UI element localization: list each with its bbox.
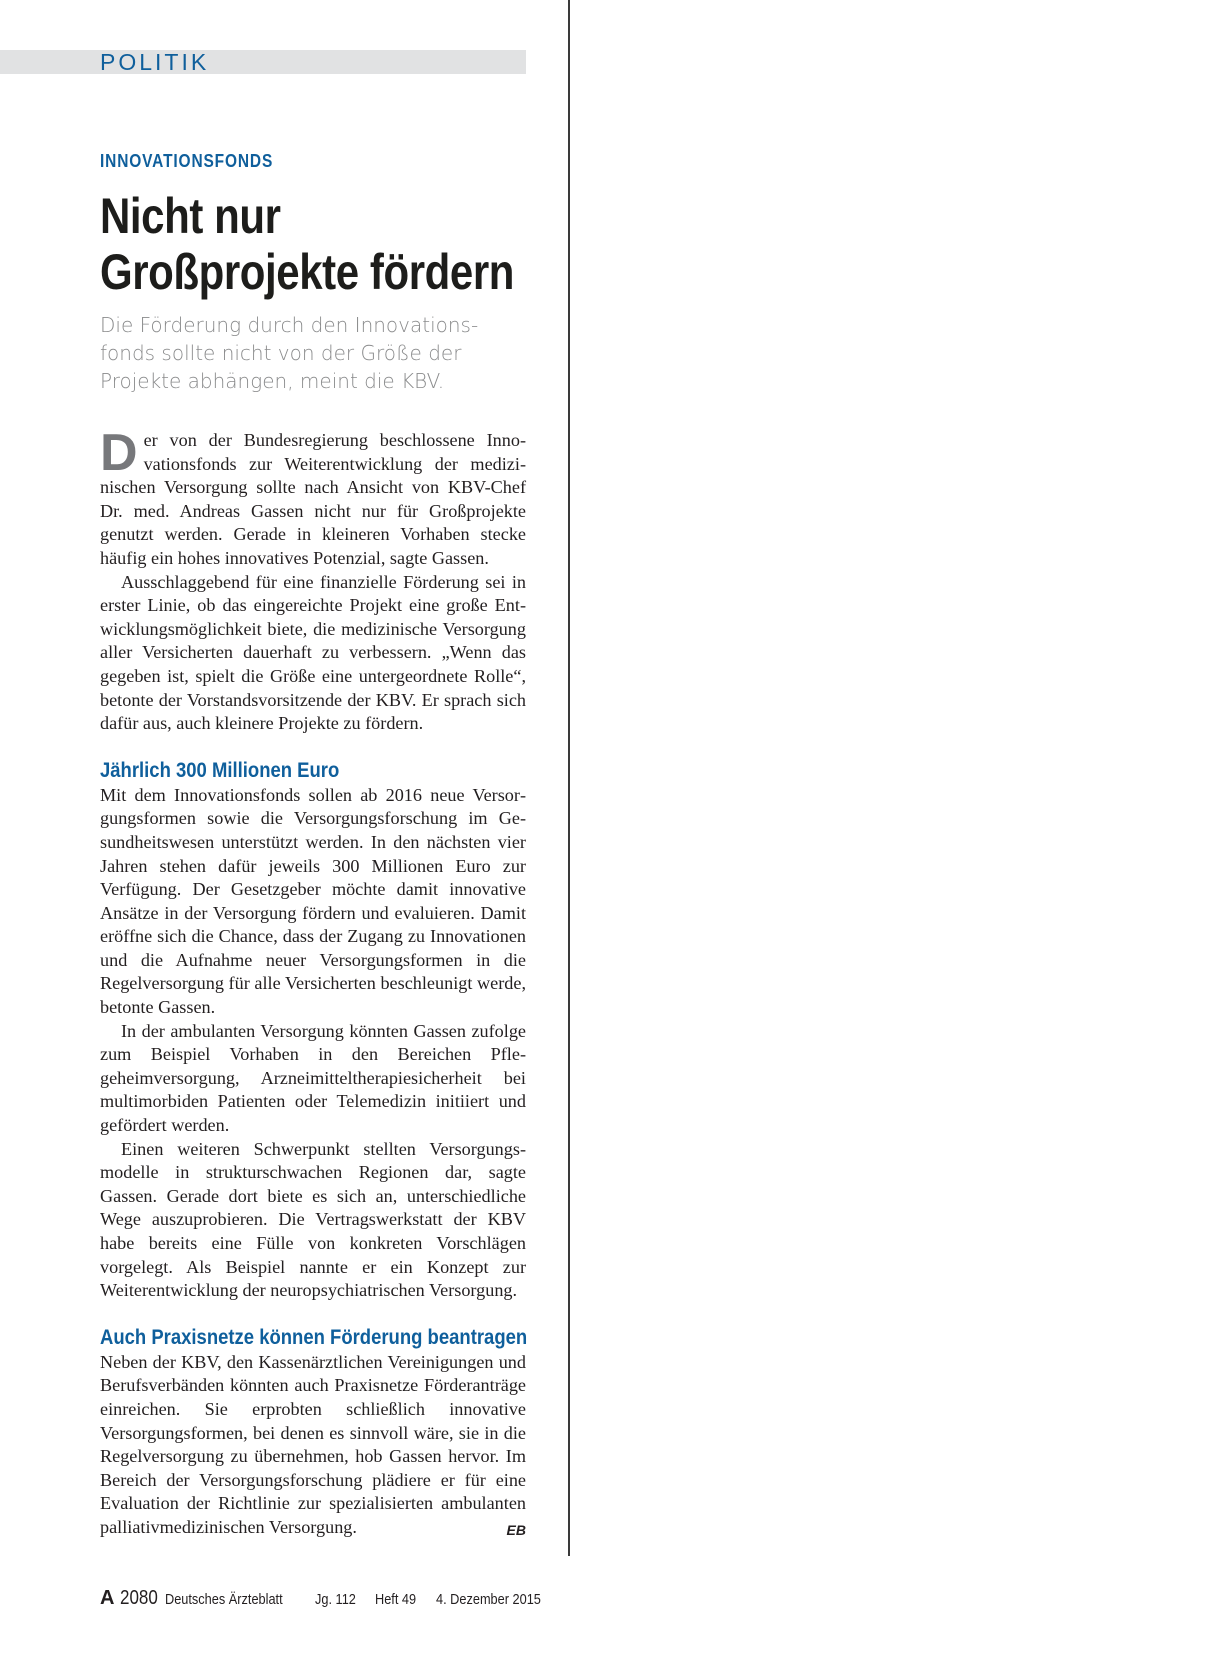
paragraph-2: Ausschlaggebend für eine finanzielle Förderung sei in erster Linie, ob das eingereichte Projekt eine große Entwicklungsmöglichkeit biete, die medizinische Versorgung aller Versicherten dauerhaft zu verbessern. „Wenn das gegeben ist, spielt die Größe eine untergeordnete Rolle“, betonte der Vorstandsvorsitzende der KBV. Er sprach sich dafür aus, auch kleinere Projekte zu fördern. bbox=[100, 571, 526, 734]
journal-volume: Jg. 112 bbox=[315, 1591, 357, 1608]
drop-cap: D bbox=[100, 424, 138, 482]
journal-name: Deutsches Ärzteblatt bbox=[164, 1591, 283, 1608]
subheading-practice-networks: Auch Praxisnetze können Förderung beantragen bbox=[100, 1325, 528, 1349]
journal-issue: Heft 49 bbox=[375, 1591, 417, 1608]
article-body bbox=[100, 424, 528, 1543]
column-divider bbox=[568, 0, 570, 1556]
subheading-funding: Jährlich 300 Millionen Euro bbox=[100, 758, 340, 782]
paragraph-6 bbox=[100, 1351, 526, 1540]
paragraph-1 bbox=[100, 424, 526, 571]
page-letter: A bbox=[100, 1587, 115, 1609]
page-footer bbox=[100, 1586, 541, 1610]
issue-date: 4. Dezember 2015 bbox=[435, 1591, 541, 1608]
deck: Die Förderung durch den Innovationsfonds sollte nicht von der Größe der Projekte abhängen, meint die KBV. bbox=[100, 313, 479, 393]
paragraph-5: Einen weiteren Schwerpunkt stellten Versorgungsmodelle in strukturschwachen Regionen dar, sagte Gassen. Gerade dort biete es sich an, unterschiedliche Wege auszuprobieren. Die Vertragswerkstatt der KBV habe bereits eine Fülle von konkreten Vorschlägen vorgelegt. Als Beispiel nannte er ein Konzept zur Weiterentwicklung der neuropsychiatrischen Versorgung. bbox=[100, 1138, 526, 1301]
paragraph-3: Mit dem Innovationsfonds sollen ab 2016 neue Versorgungsformen sowie die Versorgungsforschung im Gesundheitswesen unterstützt werden. In den nächsten vier Jahren stehen dafür jeweils 300 Millionen Euro zur Verfügung. Der Gesetzgeber möchte damit innovative Ansätze in der Versorgung fördern und evaluieren. Damit eröffne sich die Chance, dass der Zugang zu Innovationen und die Aufnahme neuer Versorgungsformen in die Regelversorgung für alle Versicherten beschleunigt werde, betonte Gassen. bbox=[100, 784, 526, 1018]
paragraph-4: In der ambulanten Versorgung könnten Gassen zufolge zum Beispiel Vorhaben in den Bereichen Pflegeheimversorgung, Arzneimitteltherapiesicherheit bei multimorbiden Patienten oder Telemedizin initiiert und gefördert werden. bbox=[100, 1020, 526, 1136]
kicker: INNOVATIONSFONDS bbox=[100, 151, 274, 171]
paragraph-1-text: er von der Bundesregierung beschlossene Innovationsfonds zur Weiterentwicklung der medizinischen Versorgung sollte nach Ansicht von KBV-Chef Dr. med. Andreas Gassen nicht nur für Großprojekte genutzt werden. Gerade in kleineren Vorhaben stecke häufig ein hohes innovatives Potenzial, sagte Gassen. bbox=[100, 430, 526, 568]
headline: Nicht nur Großprojekte fördern bbox=[100, 188, 514, 300]
section-label: POLITIK bbox=[100, 49, 210, 75]
paragraph-6-text: Neben der KBV, den Kassenärztlichen Vereinigungen und Berufsverbänden könnten auch Praxisnetze Förderanträge einreichen. Sie erprobten schließlich innovative Versorgungsformen, bei denen es sinnvoll wäre, sie in die Regelversorgung zu übernehmen, hob Gassen hervor. Im Bereich der Versorgungsforschung plädiere er für eine Evaluation der Richtlinie zur spezialisierten ambulanten palliativmedizinischen Versorgung. bbox=[100, 1351, 526, 1537]
author-initials: EB bbox=[506, 1521, 526, 1538]
page-number: 2080 bbox=[120, 1587, 159, 1609]
section-bar bbox=[0, 50, 526, 74]
